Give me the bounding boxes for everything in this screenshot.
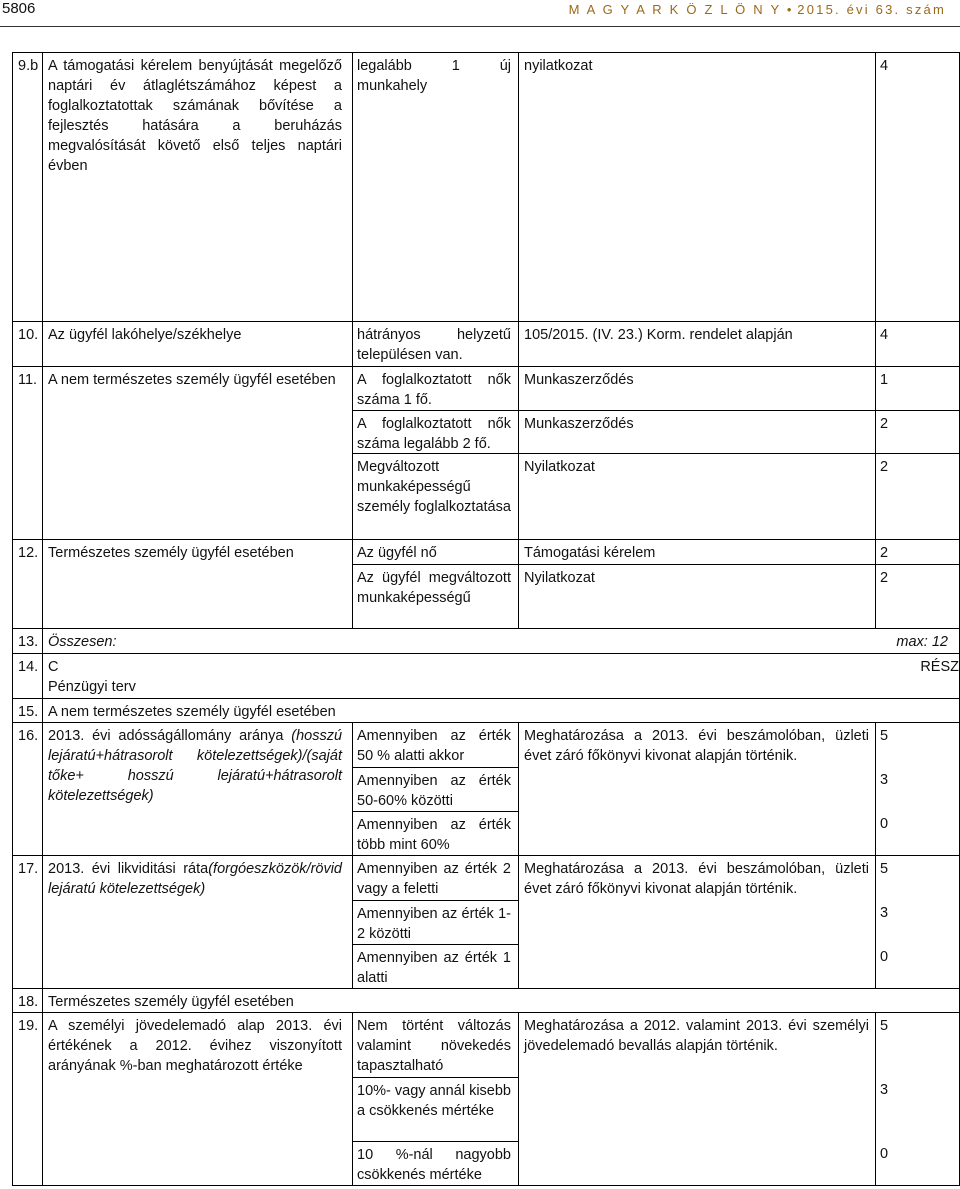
document-text: Meghatározása a 2012. valamint 2013. évi személyi jövedelemadó bevallás alapján történik. — [524, 1018, 869, 1054]
points-value: 2 — [880, 570, 889, 586]
condition-text: Az ügyfél nő — [357, 545, 437, 561]
section-heading — [48, 657, 342, 697]
document-text: nyilatkozat — [524, 58, 593, 74]
sub-row — [352, 564, 960, 629]
table-row — [12, 653, 960, 698]
criterion-text: Természetes személy ügyfél esetében — [48, 545, 294, 561]
document-text: 105/2015. (IV. 23.) Korm. rendelet alapján — [524, 327, 793, 343]
points-value: 3 — [880, 772, 889, 788]
condition-text: Amennyiben az érték 2 vagy a feletti — [357, 861, 511, 897]
page-header — [0, 0, 960, 26]
sub-row — [352, 900, 518, 945]
points-value: 3 — [880, 1082, 889, 1098]
row-number: 17. — [18, 861, 39, 877]
criterion-text: A nem természetes személy ügyfél esetében — [48, 704, 336, 720]
page-number: 5806 — [2, 0, 36, 17]
condition-text: A foglalkoztatott nők száma 1 fő. — [357, 372, 511, 408]
separator-dot: • — [786, 2, 792, 17]
condition-text: 10%- vagy annál kisebb a csökkenés mértéke — [357, 1083, 511, 1119]
sub-row — [352, 410, 960, 454]
document-text: Nyilatkozat — [524, 570, 595, 586]
points-value: 2 — [880, 545, 889, 561]
points-value: 3 — [880, 905, 889, 921]
criterion-text: A támogatási kérelem benyújtását megelőző naptári év átlaglétszámához képest a foglalkoztatottak számának bővítése a fejlesztés hatására a beruházás megvalósítását követő első teljes naptári évben — [48, 58, 342, 174]
points-value: 0 — [880, 949, 889, 965]
row-number: 19. — [18, 1018, 39, 1034]
condition-text: A foglalkoztatott nők száma legalább 2 fő. — [357, 416, 511, 452]
document-text: Munkaszerződés — [524, 416, 634, 432]
points-value: 0 — [880, 816, 889, 832]
sub-row — [352, 367, 960, 410]
sub-row — [352, 723, 518, 767]
points-value: 2 — [880, 459, 889, 475]
document-text: Munkaszerződés — [524, 372, 634, 388]
points-value: 1 — [880, 372, 889, 388]
table-row — [12, 539, 960, 628]
condition-text: Amennyiben az érték 1 alatti — [357, 950, 511, 986]
criterion-formula: (hosszú lejáratú+hátrasorolt kötelezettségek)/(saját tőke+ hosszú lejáratú+hátrasorolt kötelezettségek) — [48, 728, 343, 804]
table-row — [12, 321, 960, 366]
condition-text: legalább 1 új munkahely — [357, 58, 511, 94]
row-number: 13. — [18, 634, 39, 650]
sub-row — [352, 1141, 518, 1186]
points-value: 5 — [880, 1018, 889, 1034]
sub-row — [352, 767, 518, 812]
sub-row — [352, 944, 518, 989]
sub-row — [352, 540, 960, 564]
row-number: 10. — [18, 327, 39, 343]
sub-row — [352, 811, 518, 856]
section-letter: C — [48, 659, 59, 675]
criterion-text — [48, 859, 342, 899]
condition-text: hátrányos helyzetű településen van. — [357, 327, 511, 363]
table-row — [12, 1012, 960, 1186]
document-text: Meghatározása a 2013. évi beszámolóban, üzleti évet záró főkönyvi kivonat alapján történik. — [524, 861, 869, 897]
total-label: Összesen: — [48, 634, 117, 650]
criterion-text: Természetes személy ügyfél esetében — [48, 994, 294, 1010]
journal-name: M A G Y A R K Ö Z L Ö N Y — [568, 2, 782, 17]
points-value: 5 — [880, 728, 889, 744]
max-points: max: 12 — [896, 634, 948, 650]
points-value: 2 — [880, 416, 889, 432]
condition-text: Amennyiben az érték 1- 2 közötti — [357, 906, 511, 942]
sub-row — [352, 1013, 518, 1077]
condition-text: Amennyiben az érték 50 % alatti akkor — [357, 728, 511, 764]
criterion-formula: (forgóeszközök/rövid lejáratú kötelezettségek) — [48, 861, 342, 897]
row-number: 16. — [18, 728, 39, 744]
header-rule — [0, 26, 960, 27]
condition-text: Megváltozott munkaképességű személy foglalkoztatása — [357, 459, 511, 515]
issue-label: 2015. évi 63. szám — [797, 2, 946, 17]
table-row — [12, 366, 960, 539]
condition-text: 10 %-nál nagyobb csökkenés mértéke — [357, 1147, 511, 1183]
row-number: 9.b — [18, 58, 39, 74]
table-row — [12, 698, 960, 722]
criterion-main: 2013. évi likviditási ráta — [48, 861, 209, 877]
sub-row — [352, 856, 518, 900]
condition-text: Nem történt változás valamint növekedés tapasztalható — [357, 1018, 511, 1074]
points-value: 0 — [880, 1146, 889, 1162]
row-number: 15. — [18, 704, 39, 720]
part-label: RÉSZ — [920, 659, 959, 675]
document-text: Támogatási kérelem — [524, 545, 656, 561]
points-value: 4 — [880, 327, 889, 343]
table-row — [12, 52, 960, 321]
sub-row — [352, 1077, 518, 1142]
scoring-table — [12, 52, 960, 1186]
table-row — [12, 855, 960, 988]
row-number: 14. — [18, 659, 39, 675]
criterion-text: A személyi jövedelemadó alap 2013. évi értékének a 2012. évihez viszonyított arányának %-ban meghatározott értéke — [48, 1018, 342, 1074]
row-number: 18. — [18, 994, 39, 1010]
condition-text: Az ügyfél megváltozott munkaképességű — [357, 570, 511, 606]
criterion-text: Az ügyfél lakóhelye/székhelye — [48, 327, 242, 343]
points-value: 4 — [880, 58, 889, 74]
document-text: Meghatározása a 2013. évi beszámolóban, üzleti évet záró főkönyvi kivonat alapján történik. — [524, 728, 869, 764]
points-value: 5 — [880, 861, 889, 877]
row-number: 12. — [18, 545, 39, 561]
criterion-main: 2013. évi adósságállomány aránya — [48, 728, 284, 744]
sub-row — [352, 453, 960, 540]
running-title — [569, 2, 946, 17]
section-title: Pénzügyi terv — [48, 679, 136, 695]
condition-text: Amennyiben az érték 50-60% közötti — [357, 773, 511, 809]
criterion-text — [48, 726, 342, 806]
condition-text: Amennyiben az érték több mint 60% — [357, 817, 511, 853]
criterion-text: A nem természetes személy ügyfél esetében — [48, 372, 336, 388]
document-text: Nyilatkozat — [524, 459, 595, 475]
row-number: 11. — [18, 372, 38, 388]
table-row — [12, 988, 960, 1012]
table-row — [12, 628, 960, 653]
table-row — [12, 722, 960, 855]
